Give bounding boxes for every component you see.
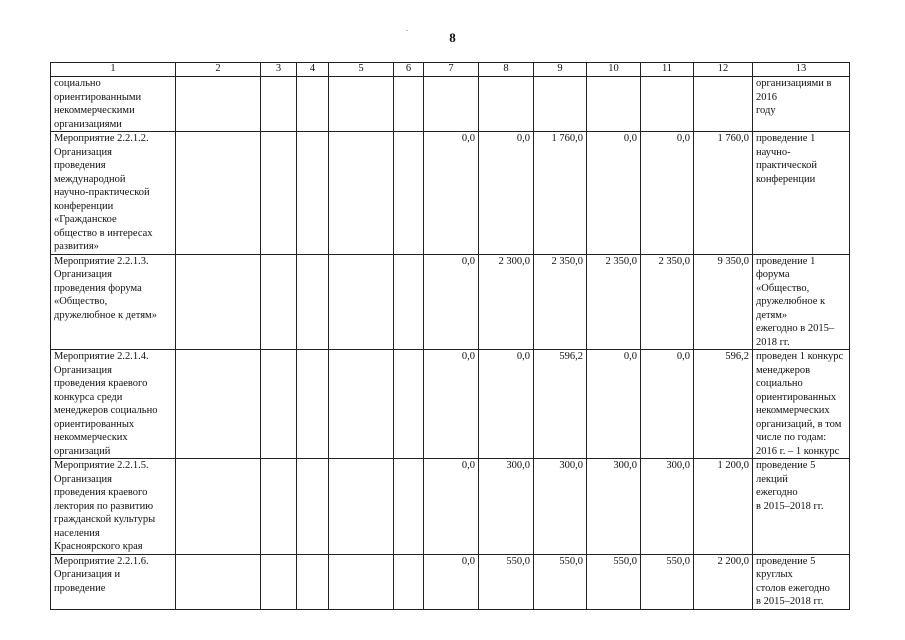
result-cell: проведение 1 форума «Общество, дружелюбное к детям» ежегодно в 2015– 2018 гг. bbox=[753, 254, 850, 350]
empty-cell bbox=[394, 350, 424, 459]
value-cell: 2 350,0 bbox=[641, 254, 694, 350]
value-cell: 300,0 bbox=[479, 459, 534, 555]
value-cell: 0,0 bbox=[424, 350, 479, 459]
total-cell bbox=[694, 77, 753, 132]
program-table bbox=[50, 62, 850, 610]
empty-cell bbox=[329, 554, 394, 609]
empty-cell bbox=[176, 350, 261, 459]
column-header: 12 bbox=[694, 63, 753, 77]
table-row bbox=[51, 132, 850, 255]
value-cell bbox=[641, 77, 694, 132]
empty-cell bbox=[176, 459, 261, 555]
header-mark: . bbox=[406, 24, 408, 33]
value-cell bbox=[424, 77, 479, 132]
column-header: 13 bbox=[753, 63, 850, 77]
value-cell: 0,0 bbox=[424, 254, 479, 350]
activity-name-cell: Мероприятие 2.2.1.5. Организация проведения краевого лектория по развитию гражданской культуры населения Красноярского края bbox=[51, 459, 176, 555]
value-cell: 550,0 bbox=[479, 554, 534, 609]
empty-cell bbox=[176, 132, 261, 255]
empty-cell bbox=[394, 77, 424, 132]
table-row bbox=[51, 77, 850, 132]
table-row bbox=[51, 554, 850, 609]
empty-cell bbox=[297, 254, 329, 350]
total-cell: 1 760,0 bbox=[694, 132, 753, 255]
total-cell: 1 200,0 bbox=[694, 459, 753, 555]
empty-cell bbox=[329, 459, 394, 555]
table-row bbox=[51, 459, 850, 555]
value-cell: 300,0 bbox=[641, 459, 694, 555]
activity-name-cell: Мероприятие 2.2.1.4. Организация проведения краевого конкурса среди менеджеров социально ориентированных некоммерческих организаций bbox=[51, 350, 176, 459]
total-cell: 9 350,0 bbox=[694, 254, 753, 350]
empty-cell bbox=[329, 350, 394, 459]
value-cell: 2 300,0 bbox=[479, 254, 534, 350]
column-header: 4 bbox=[297, 63, 329, 77]
column-header: 6 bbox=[394, 63, 424, 77]
column-header: 2 bbox=[176, 63, 261, 77]
column-header: 8 bbox=[479, 63, 534, 77]
empty-cell bbox=[176, 554, 261, 609]
value-cell: 0,0 bbox=[641, 132, 694, 255]
value-cell: 2 350,0 bbox=[587, 254, 641, 350]
empty-cell bbox=[176, 254, 261, 350]
value-cell: 596,2 bbox=[534, 350, 587, 459]
column-header: 3 bbox=[261, 63, 297, 77]
header-row bbox=[51, 63, 850, 77]
value-cell: 0,0 bbox=[424, 554, 479, 609]
column-header: 11 bbox=[641, 63, 694, 77]
value-cell: 0,0 bbox=[641, 350, 694, 459]
value-cell: 0,0 bbox=[479, 132, 534, 255]
table-row bbox=[51, 254, 850, 350]
empty-cell bbox=[329, 132, 394, 255]
empty-cell bbox=[329, 77, 394, 132]
empty-cell bbox=[394, 554, 424, 609]
value-cell: 2 350,0 bbox=[534, 254, 587, 350]
empty-cell bbox=[297, 350, 329, 459]
empty-cell bbox=[261, 132, 297, 255]
total-cell: 2 200,0 bbox=[694, 554, 753, 609]
result-cell: организациями в 2016 году bbox=[753, 77, 850, 132]
empty-cell bbox=[329, 254, 394, 350]
value-cell: 550,0 bbox=[641, 554, 694, 609]
value-cell: 0,0 bbox=[479, 350, 534, 459]
empty-cell bbox=[261, 554, 297, 609]
empty-cell bbox=[394, 459, 424, 555]
empty-cell bbox=[297, 132, 329, 255]
activity-name-cell: Мероприятие 2.2.1.6. Организация и проведение bbox=[51, 554, 176, 609]
activity-name-cell: социально ориентированными некоммерческими организациями bbox=[51, 77, 176, 132]
empty-cell bbox=[297, 554, 329, 609]
value-cell: 300,0 bbox=[587, 459, 641, 555]
empty-cell bbox=[261, 254, 297, 350]
activity-name-cell: Мероприятие 2.2.1.3. Организация проведения форума «Общество, дружелюбное к детям» bbox=[51, 254, 176, 350]
empty-cell bbox=[261, 350, 297, 459]
page-number: 8 bbox=[449, 30, 456, 45]
empty-cell bbox=[261, 459, 297, 555]
result-cell: проведение 1 научно- практической конференции bbox=[753, 132, 850, 255]
value-cell: 550,0 bbox=[534, 554, 587, 609]
column-header: 7 bbox=[424, 63, 479, 77]
value-cell: 550,0 bbox=[587, 554, 641, 609]
result-cell: проведен 1 конкурс менеджеров социально ориентированных некоммерческих организаций, в том числе по годам: 2016 г. – 1 конкурс bbox=[753, 350, 850, 459]
table-row bbox=[51, 350, 850, 459]
empty-cell bbox=[261, 77, 297, 132]
value-cell: 0,0 bbox=[587, 350, 641, 459]
value-cell bbox=[479, 77, 534, 132]
value-cell: 0,0 bbox=[587, 132, 641, 255]
empty-cell bbox=[297, 459, 329, 555]
column-header: 10 bbox=[587, 63, 641, 77]
empty-cell bbox=[176, 77, 261, 132]
result-cell: проведение 5 круглых столов ежегодно в 2015–2018 гг. bbox=[753, 554, 850, 609]
column-header: 1 bbox=[51, 63, 176, 77]
value-cell bbox=[587, 77, 641, 132]
column-header: 9 bbox=[534, 63, 587, 77]
activity-name-cell: Мероприятие 2.2.1.2. Организация проведения международной научно-практической конференции «Гражданское общество в интересах развития» bbox=[51, 132, 176, 255]
empty-cell bbox=[297, 77, 329, 132]
empty-cell bbox=[394, 254, 424, 350]
column-header: 5 bbox=[329, 63, 394, 77]
result-cell: проведение 5 лекций ежегодно в 2015–2018 гг. bbox=[753, 459, 850, 555]
value-cell bbox=[534, 77, 587, 132]
value-cell: 1 760,0 bbox=[534, 132, 587, 255]
value-cell: 300,0 bbox=[534, 459, 587, 555]
value-cell: 0,0 bbox=[424, 459, 479, 555]
empty-cell bbox=[394, 132, 424, 255]
total-cell: 596,2 bbox=[694, 350, 753, 459]
value-cell: 0,0 bbox=[424, 132, 479, 255]
